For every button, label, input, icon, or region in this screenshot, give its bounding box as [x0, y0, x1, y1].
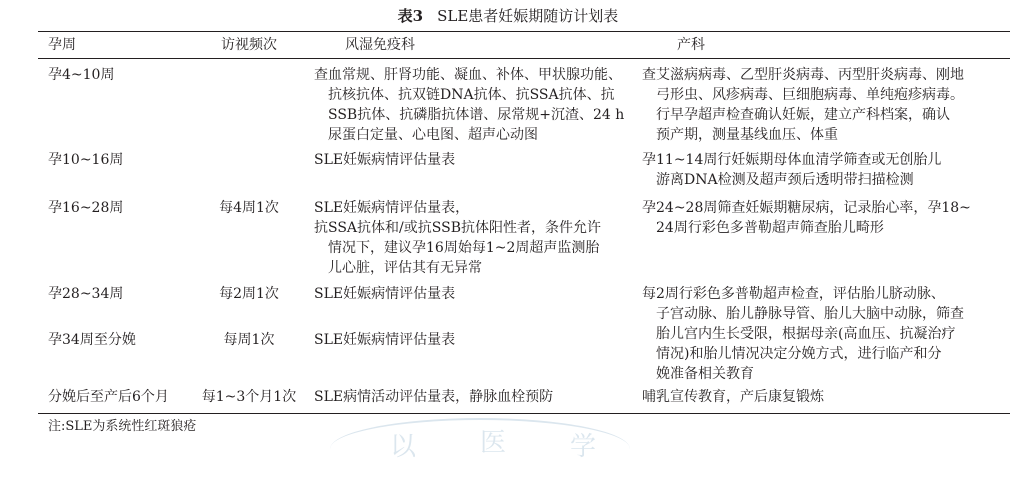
- cell-line: 弓形虫、风疹病毒、巨细胞病毒、单纯疱疹病毒。: [656, 87, 964, 103]
- cell-line: SLE妊娠病情评估量表: [314, 152, 456, 168]
- header-rheumatology: 风湿免疫科: [345, 37, 415, 53]
- cell-line: 孕11~14周行妊娠期母体血清学筛查或无创胎儿: [642, 152, 942, 168]
- cell-line: 尿蛋白定量、心电图、超声心动图: [328, 127, 538, 143]
- rheumatology-cell: [314, 65, 624, 145]
- cell-line: 胎儿宫内生长受限，根据母亲(高血压、抗凝治疗: [656, 326, 956, 342]
- period-cell: 分娩后至产后6个月: [48, 389, 169, 405]
- table-number: 表3: [397, 7, 424, 25]
- cell-line: 行早孕超声检查确认妊娠，建立产科档案，确认: [656, 107, 950, 123]
- cell-line: 查艾滋病病毒、乙型肝炎病毒、丙型肝炎病毒、刚地: [642, 67, 964, 83]
- obstetrics-cell: [642, 65, 964, 145]
- table-caption: [0, 6, 1016, 26]
- cell-line: SLE妊娠病情评估量表: [314, 332, 456, 348]
- header-rule: [38, 58, 1010, 59]
- obstetrics-cell: [642, 150, 941, 190]
- journal-watermark: [330, 418, 630, 480]
- frequency-cell: 每4周1次: [219, 200, 279, 216]
- cell-line: 子宫动脉、胎儿静脉导管、胎儿大脑中动脉，筛查: [656, 306, 964, 322]
- table-title: SLE患者妊娠期随访计划表: [437, 7, 619, 25]
- cell-line: 抗SSA抗体和/或抗SSB抗体阳性者，条件允许: [314, 220, 601, 236]
- header-period: 孕周: [48, 37, 76, 53]
- period-cell: 孕4~10周: [48, 67, 115, 83]
- period-cell: 孕34周至分娩: [48, 332, 136, 348]
- frequency-cell: 每2周1次: [219, 286, 279, 302]
- watermark-char: 医: [480, 428, 507, 458]
- bottom-rule: [38, 413, 1010, 414]
- cell-line: 娩准备相关教育: [656, 366, 754, 382]
- obstetrics-cell: [642, 198, 971, 238]
- rheumatology-cell: [314, 330, 455, 350]
- header-frequency: 访视频次: [221, 37, 277, 53]
- rheumatology-cell: [314, 284, 455, 304]
- cell-line: SLE病情活动评估量表，静脉血栓预防: [314, 389, 554, 405]
- table-footnote: 注:SLE为系统性红斑狼疮: [48, 419, 197, 434]
- cell-line: SLE妊娠病情评估量表: [314, 286, 456, 302]
- obstetrics-cell: [642, 284, 964, 384]
- period-cell: 孕28~34周: [48, 286, 124, 302]
- rheumatology-cell: [314, 198, 601, 278]
- rheumatology-cell: [314, 150, 455, 170]
- cell-line: 抗核抗体、抗双链DNA抗体、抗SSA抗体、抗: [328, 87, 615, 103]
- cell-line: 情况下，建议孕16周始每1~2周超声监测胎: [328, 240, 600, 256]
- frequency-cell: 每1~3个月1次: [201, 389, 297, 405]
- cell-line: SSB抗体、抗磷脂抗体谱、尿常规+沉渣、24 h: [328, 107, 625, 123]
- watermark-char: 学: [570, 432, 597, 462]
- cell-line: 游离DNA检测及超声颈后透明带扫描检测: [656, 172, 914, 188]
- cell-line: 情况)和胎儿情况决定分娩方式，进行临产和分: [656, 346, 942, 362]
- cell-line: SLE妊娠病情评估量表，: [314, 200, 470, 216]
- header-obstetrics: 产科: [677, 37, 705, 53]
- period-cell: 孕16~28周: [48, 200, 124, 216]
- top-rule: [38, 31, 1010, 32]
- cell-line: 预产期，测量基线血压、体重: [656, 127, 838, 143]
- cell-line: 每2周行彩色多普勒超声检查，评估胎儿脐动脉、: [642, 286, 945, 302]
- cell-line: 查血常规、肝肾功能、凝血、补体、甲状腺功能、: [314, 67, 622, 83]
- cell-line: 孕24~28周筛查妊娠期糖尿病，记录胎心率，孕18~: [642, 200, 971, 216]
- cell-line: 24周行彩色多普勒超声筛查胎儿畸形: [656, 220, 884, 236]
- watermark-char: 以: [390, 432, 417, 462]
- frequency-cell: 每周1次: [223, 332, 275, 348]
- cell-line: 哺乳宣传教育，产后康复锻炼: [642, 389, 824, 405]
- period-cell: 孕10~16周: [48, 152, 124, 168]
- rheumatology-cell: [314, 387, 553, 407]
- obstetrics-cell: [642, 387, 824, 407]
- cell-line: 儿心脏，评估其有无异常: [328, 260, 482, 276]
